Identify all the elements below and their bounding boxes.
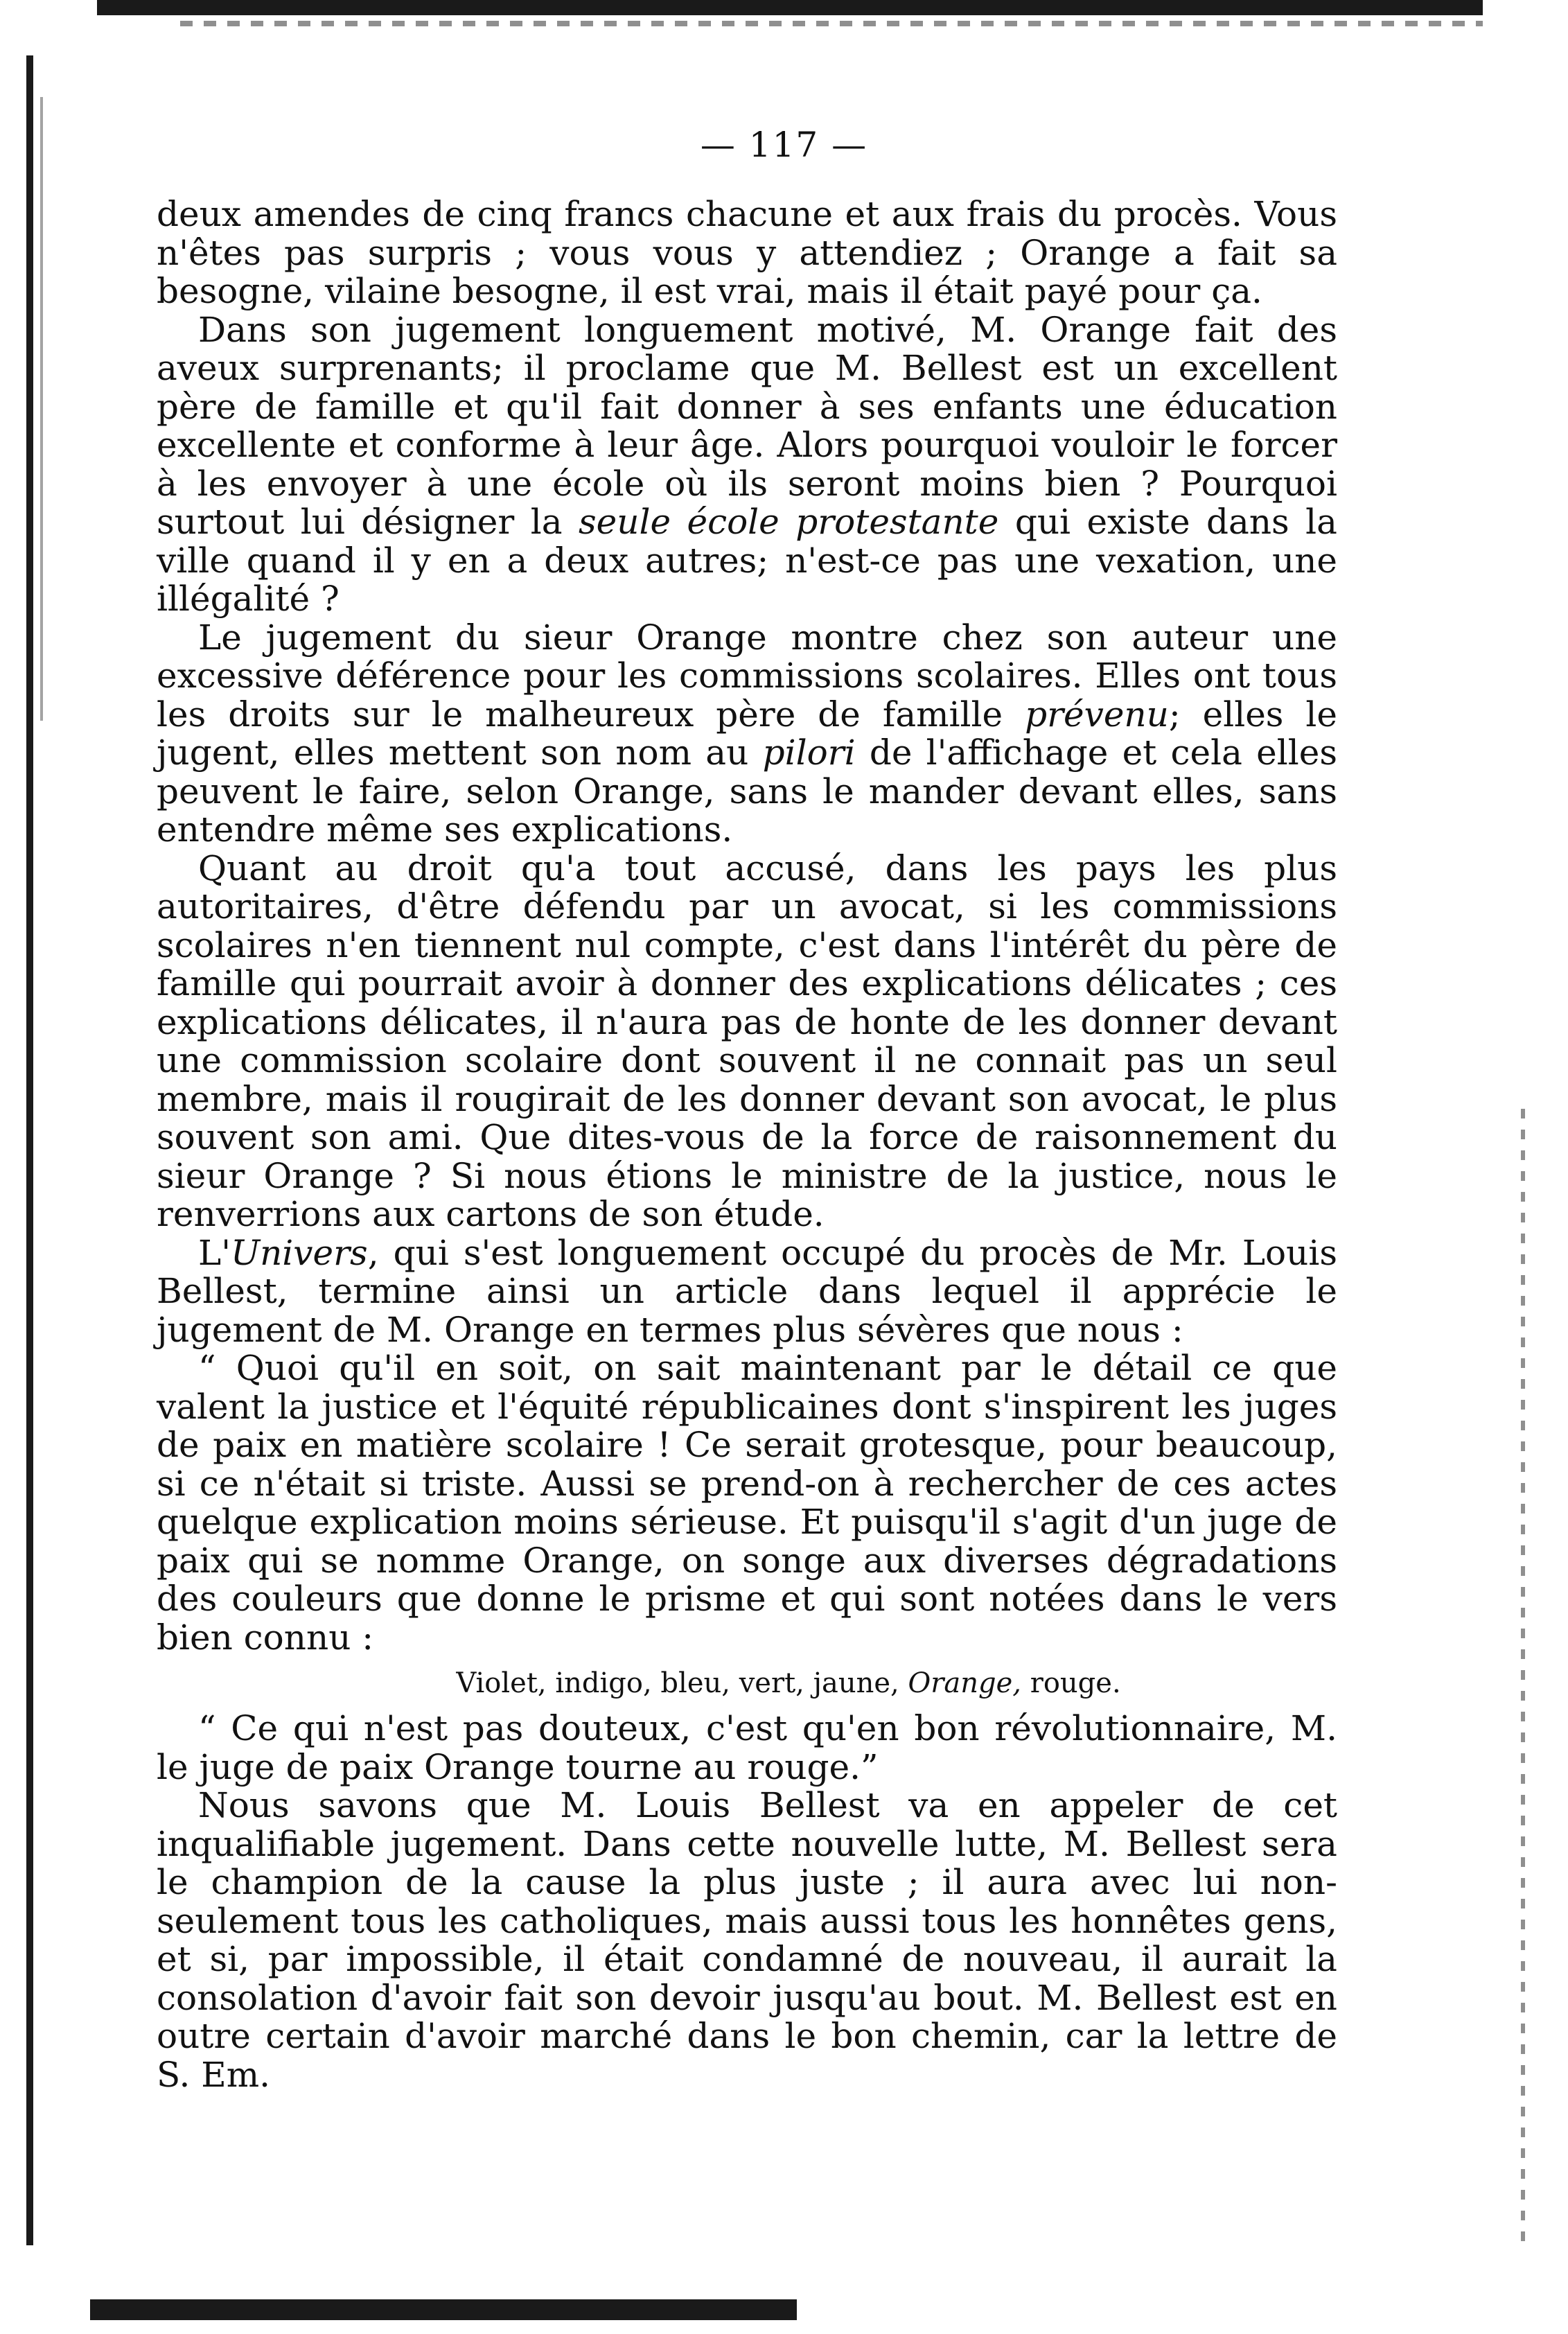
paragraph-3-italic-2: pilori <box>762 732 856 773</box>
verse-italic: Orange, <box>908 1667 1021 1699</box>
verse-line <box>157 1664 1337 1703</box>
paragraph-3-text-c: de l'affichage et cela elles peuvent le faire, selon Orange, sans le mander devant elles, sans entendre même ses explications. <box>157 732 1337 850</box>
verse-text-b: rouge. <box>1030 1667 1121 1699</box>
paragraph-2-text-a: Dans son jugement longuement motivé, M. Orange fait des aveux surprenants; il proclame que M. Bellest est un excellent père de famille et qu'il fait donner à ses enfants une éducation excellente et conforme à leur âge. Alors pourquoi vouloir le forcer à les envoyer à une école où ils seront moins bien ? Pourquoi surtout lui désigner la <box>157 309 1337 542</box>
paragraph-4: Quant au droit qu'a tout accusé, dans les pays les plus autoritaires, d'être défendu par un avocat, si les commissions scolaires n'en tiennent nul compte, c'est dans l'intérêt du père de famille qui pourrait avoir à donner des explications délicates ; ces explications délicates, il n'aura pas de honte de les donner devant une commission scolaire dont souvent il ne connait pas un seul membre, mais il rougirait de les donner devant son avocat, le plus souvent son ami. Que dites-vous de la force de raisonnement du sieur Orange ? Si nous étions le ministre de la justice, nous le renverrions aux cartons de son étude. <box>157 848 1337 1234</box>
page-text <box>157 195 1337 2094</box>
paragraph-7-quote: “ Ce qui n'est pas douteux, c'est qu'en bon révolutionnaire, M. le juge de paix Orange tourne au rouge.” <box>157 1708 1337 1787</box>
paragraph-5-text: , qui s'est longuement occupé du procès de Mr. Louis Bellest, termine ainsi un article dans lequel il apprécie le jugement de M. Orange en termes plus sévères que nous : <box>157 1232 1337 1350</box>
paragraph-6-quote: “ Quoi qu'il en soit, on sait maintenant par le détail ce que valent la justice et l'équité républicaines dont s'inspirent les juges de paix en matière scolaire ! Ce serait grotesque, pour beaucoup, si ce n'était si triste. Aussi se prend-on à rechercher de ces actes quelque explication moins sérieuse. Et puisqu'il s'agit d'un juge de paix qui se nomme Orange, on songe aux diverses dégradations des couleurs que donne le prisme et qui sont notées dans le vers bien connu : <box>157 1348 1337 1658</box>
paragraph-3-text-a: Le jugement du sieur Orange montre chez son auteur une excessive déférence pour les commissions scolaires. Elles ont tous les droits sur le malheureux père de famille <box>157 617 1337 735</box>
paragraph-5 <box>157 1234 1337 1350</box>
paragraph-5-prefix: L' <box>198 1232 231 1273</box>
paragraph-3-italic-1: prévenu <box>1025 694 1169 735</box>
scan-border-left <box>26 55 33 2245</box>
paragraph-8: Nous savons que M. Louis Bellest va en appeler de cet inqualifiable jugement. Dans cette nouvelle lutte, M. Bellest sera le champion de la cause la plus juste ; il aura avec lui non-seulement tous les catholiques, mais aussi tous les honnêtes gens, et si, par impossible, il était condamné de nouveau, il aurait la consolation d'avoir fait son devoir jusqu'au bout. M. Bellest est en outre certain d'avoir marché dans le bon chemin, car la lettre de S. Em. <box>157 1785 1337 2095</box>
scan-border-top <box>97 0 1483 15</box>
paragraph-3-text-b: ; elles le jugent, elles mettent son nom au <box>157 694 1337 773</box>
scan-border-left-thin <box>40 97 43 721</box>
verse-text-a: Violet, indigo, bleu, vert, jaune, <box>456 1667 899 1699</box>
paragraph-3 <box>157 619 1337 850</box>
paragraph-5-italic: Univers <box>230 1232 368 1273</box>
paragraph-2-text-b: qui existe dans la ville quand il y en a deux autres; n'est-ce pas une vexation, une illégalité ? <box>157 502 1337 619</box>
page-number: — 117 — <box>700 125 868 165</box>
scan-border-right <box>1521 1109 1525 2245</box>
paragraph-1: deux amendes de cinq francs chacune et aux frais du procès. Vous n'êtes pas surpris ; vous vous y attendiez ; Orange a fait sa besogne, vilaine besogne, il est vrai, mais il était payé pour ça. <box>157 194 1337 311</box>
scan-border-top-dashes <box>180 21 1483 26</box>
paragraph-2-italic: seule école protestante <box>579 502 999 542</box>
scan-border-bottom <box>90 2299 797 2320</box>
paragraph-2 <box>157 311 1337 619</box>
